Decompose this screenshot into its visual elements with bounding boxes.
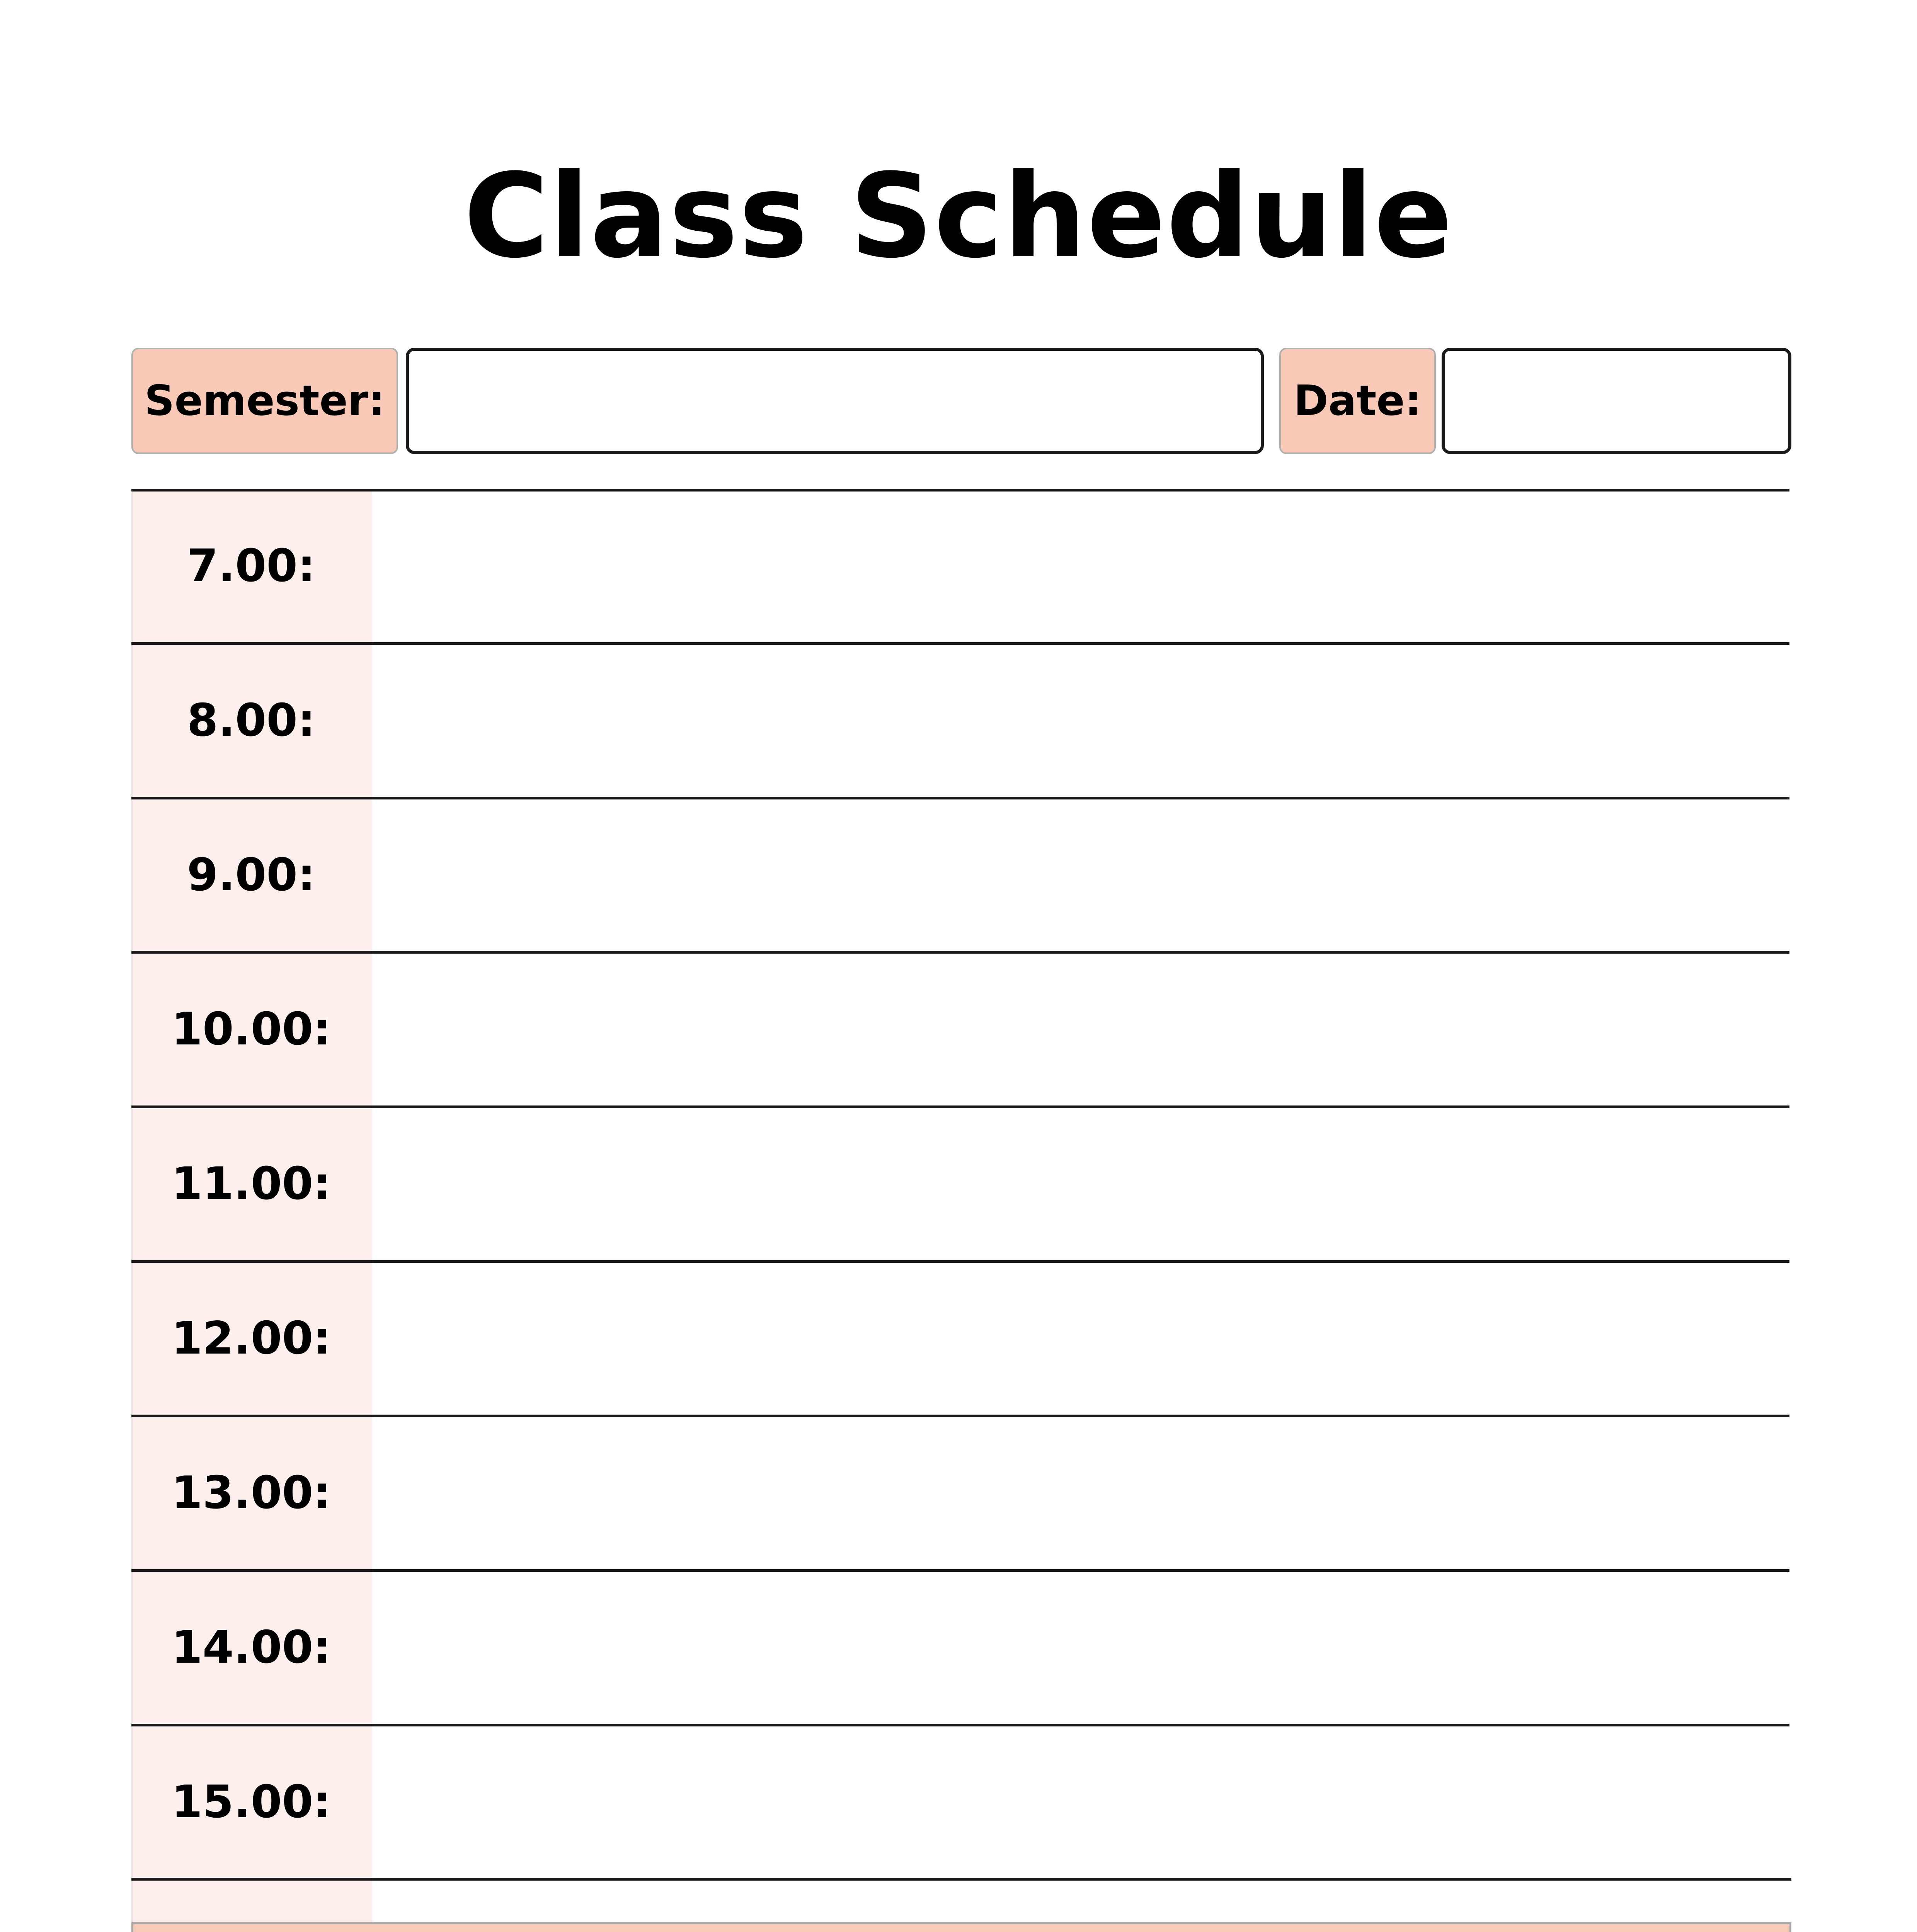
time-slot-entry[interactable] [371,643,1789,798]
time-slot-row [131,1570,1789,1725]
time-slot-row [131,1107,1789,1261]
evaluation-box [131,1922,1791,1932]
time-slot-row [131,952,1789,1107]
time-label: 13.00: [171,1467,331,1519]
time-slot-row [131,798,1789,952]
date-field[interactable] [1442,348,1791,454]
time-slot-row [131,643,1789,798]
time-label: 15.00: [171,1776,331,1828]
time-label: 12.00: [171,1312,331,1364]
time-slot-entry[interactable] [371,489,1789,643]
semester-field[interactable] [406,348,1264,454]
time-label: 8.00: [187,694,316,747]
time-label: 9.00: [187,849,316,901]
schedule-table [131,489,1789,1932]
time-slot-row [131,1261,1789,1416]
time-slot-entry[interactable] [371,1107,1789,1261]
time-slot-row [131,489,1789,643]
page-title: Class Schedule [463,149,1454,284]
time-slot-row [131,1725,1789,1879]
time-slot-entry[interactable] [371,798,1789,952]
evaluation-title [133,1924,1789,1932]
time-label: 7.00: [187,540,316,592]
time-slot-entry[interactable] [371,1416,1789,1570]
time-slot-entry[interactable] [371,1570,1789,1725]
time-slot-entry[interactable] [371,1261,1789,1416]
time-slot-row [131,1416,1789,1570]
date-label: Date: [1279,348,1436,454]
time-label: 14.00: [171,1621,331,1673]
semester-label: Semester: [131,348,398,454]
time-slot-entry[interactable] [371,952,1789,1107]
time-label: 10.00: [171,1003,331,1055]
time-label: 11.00: [171,1158,331,1210]
time-slot-entry[interactable] [371,1725,1789,1879]
